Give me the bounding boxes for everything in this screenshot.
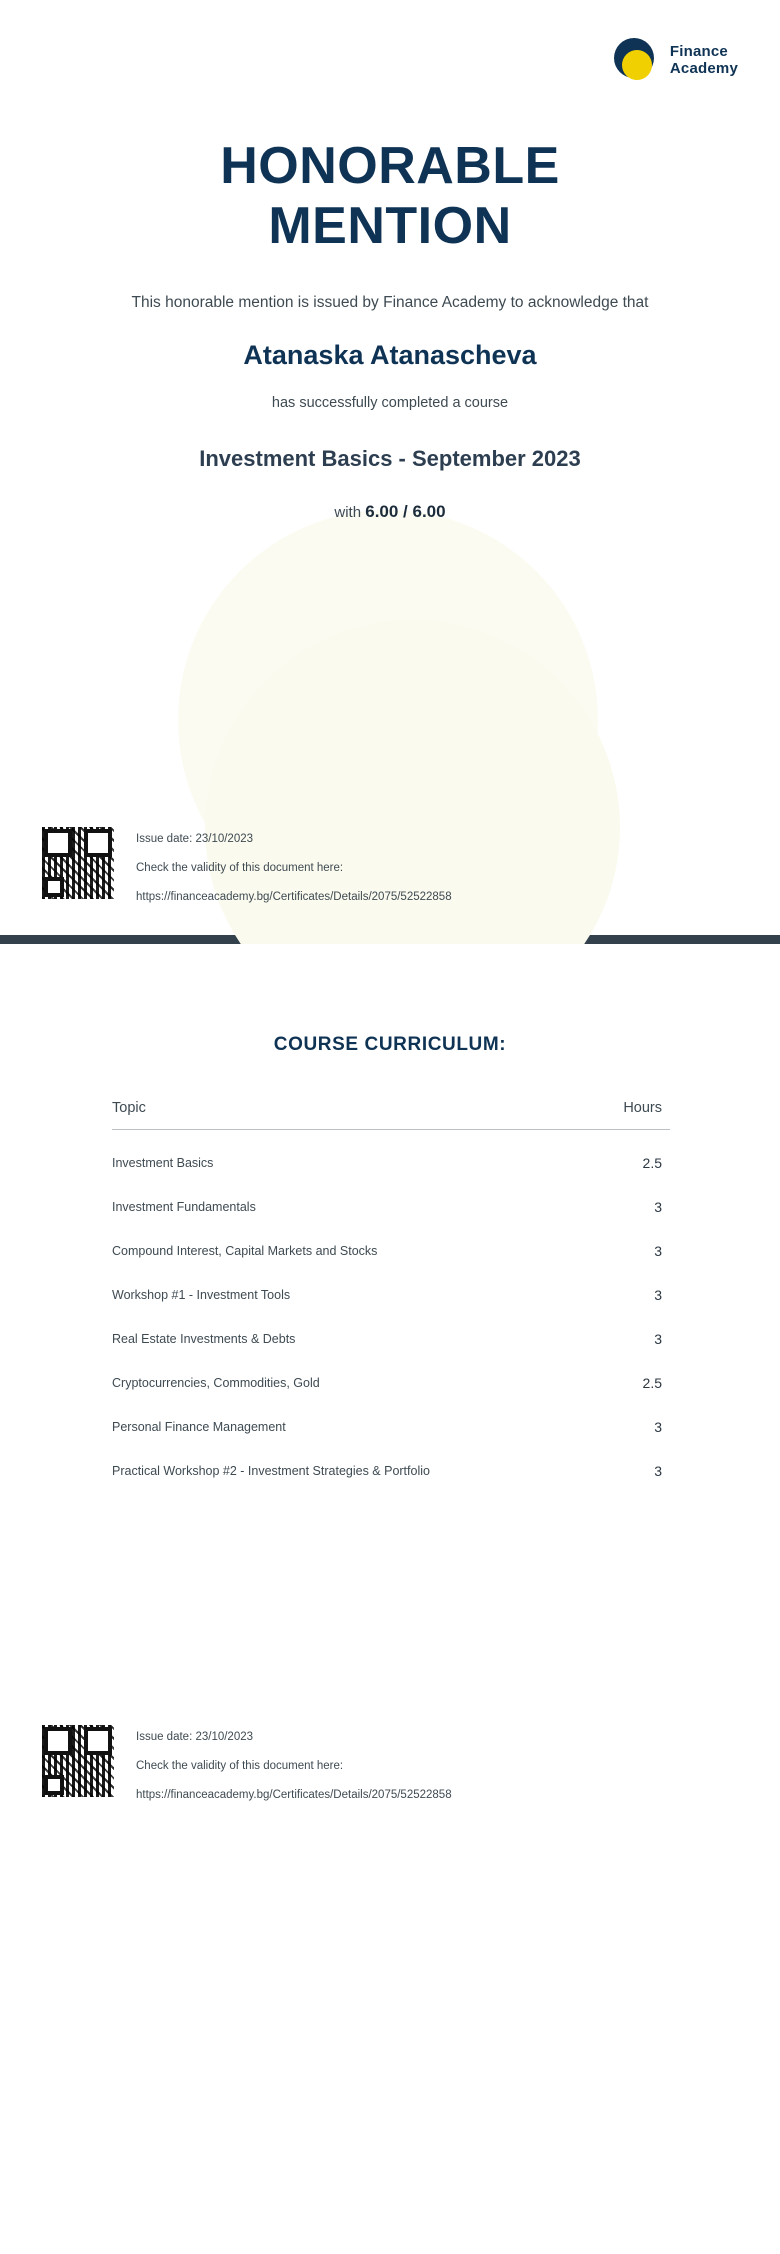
row-hours: 3: [654, 1463, 662, 1480]
row-topic: Cryptocurrencies, Commodities, Gold: [112, 1376, 320, 1391]
table-row: [112, 1313, 670, 1357]
validity-block-bottom: [0, 1489, 780, 1837]
validity-url-bottom[interactable]: https://financeacademy.bg/Certificates/Details/2075/52522858: [136, 1789, 452, 1802]
curriculum-table-wrap: [0, 1056, 780, 1489]
row-hours: 3: [654, 1331, 662, 1348]
curriculum-heading: COURSE CURRICULUM:: [273, 1034, 507, 1056]
table-row: [112, 1357, 670, 1401]
table-header-row: [112, 1100, 670, 1130]
row-topic: Practical Workshop #2 - Investment Strategies & Portfolio: [112, 1464, 430, 1479]
issued-by-text: This honorable mention is issued by Finance Academy to acknowledge that: [131, 293, 649, 311]
table-row: [112, 1225, 670, 1269]
table-row: [112, 1445, 670, 1489]
table-row: [112, 1130, 670, 1182]
grade-value: 6.00 / 6.00: [365, 501, 446, 521]
curriculum-table: [112, 1100, 670, 1489]
brand-name-line1: Finance: [669, 43, 728, 61]
grade-prefix: with: [334, 503, 362, 521]
column-header-topic: Topic: [112, 1100, 599, 1130]
row-hours: 3: [654, 1199, 662, 1216]
finance-academy-logo-icon: [614, 38, 660, 84]
row-topic: Workshop #1 - Investment Tools: [112, 1288, 291, 1303]
completion-text: has successfully completed a course: [271, 394, 509, 411]
validity-text-bottom: Check the validity of this document here:: [136, 1760, 344, 1773]
row-hours: 2.5: [642, 1155, 662, 1172]
certificate-section: [0, 0, 780, 944]
row-hours: 3: [654, 1287, 662, 1304]
curriculum-section: [0, 944, 780, 1837]
table-row: [112, 1269, 670, 1313]
course-name: Investment Basics - September 2023: [199, 445, 581, 471]
brand-name: [670, 44, 738, 78]
validity-url-top[interactable]: https://financeacademy.bg/Certificates/Details/2075/52522858: [136, 891, 452, 904]
row-topic: Investment Basics: [112, 1156, 214, 1171]
brand-name-line2: Academy: [669, 60, 738, 77]
row-topic: Personal Finance Management: [112, 1420, 286, 1435]
row-topic: Real Estate Investments & Debts: [112, 1332, 296, 1347]
validity-text-top: Check the validity of this document here:: [136, 861, 344, 874]
row-hours: 3: [654, 1243, 662, 1260]
row-hours: 2.5: [642, 1375, 662, 1392]
brand-header: [0, 0, 780, 84]
grade-line: [60, 502, 720, 522]
row-hours: 3: [654, 1419, 662, 1436]
validity-meta-top: [136, 827, 452, 905]
column-header-hours: Hours: [599, 1100, 670, 1130]
certificate-title-line2: MENTION: [268, 197, 512, 256]
validity-meta-bottom: [136, 1725, 452, 1803]
qr-code-icon[interactable]: [42, 1725, 114, 1797]
validity-block-top: [0, 827, 780, 905]
table-row: [112, 1401, 670, 1445]
certificate-body: [0, 136, 780, 522]
certificate-title: [60, 136, 720, 257]
row-topic: Investment Fundamentals: [112, 1200, 256, 1215]
table-row: [112, 1181, 670, 1225]
recipient-name: Atanaska Atanascheva: [243, 339, 537, 370]
row-topic: Compound Interest, Capital Markets and Stocks: [112, 1244, 378, 1259]
issue-date-top: Issue date: 23/10/2023: [136, 832, 254, 845]
issue-date-bottom: Issue date: 23/10/2023: [136, 1731, 254, 1744]
qr-code-icon[interactable]: [42, 827, 114, 899]
certificate-title-line1: HONORABLE: [220, 137, 560, 195]
